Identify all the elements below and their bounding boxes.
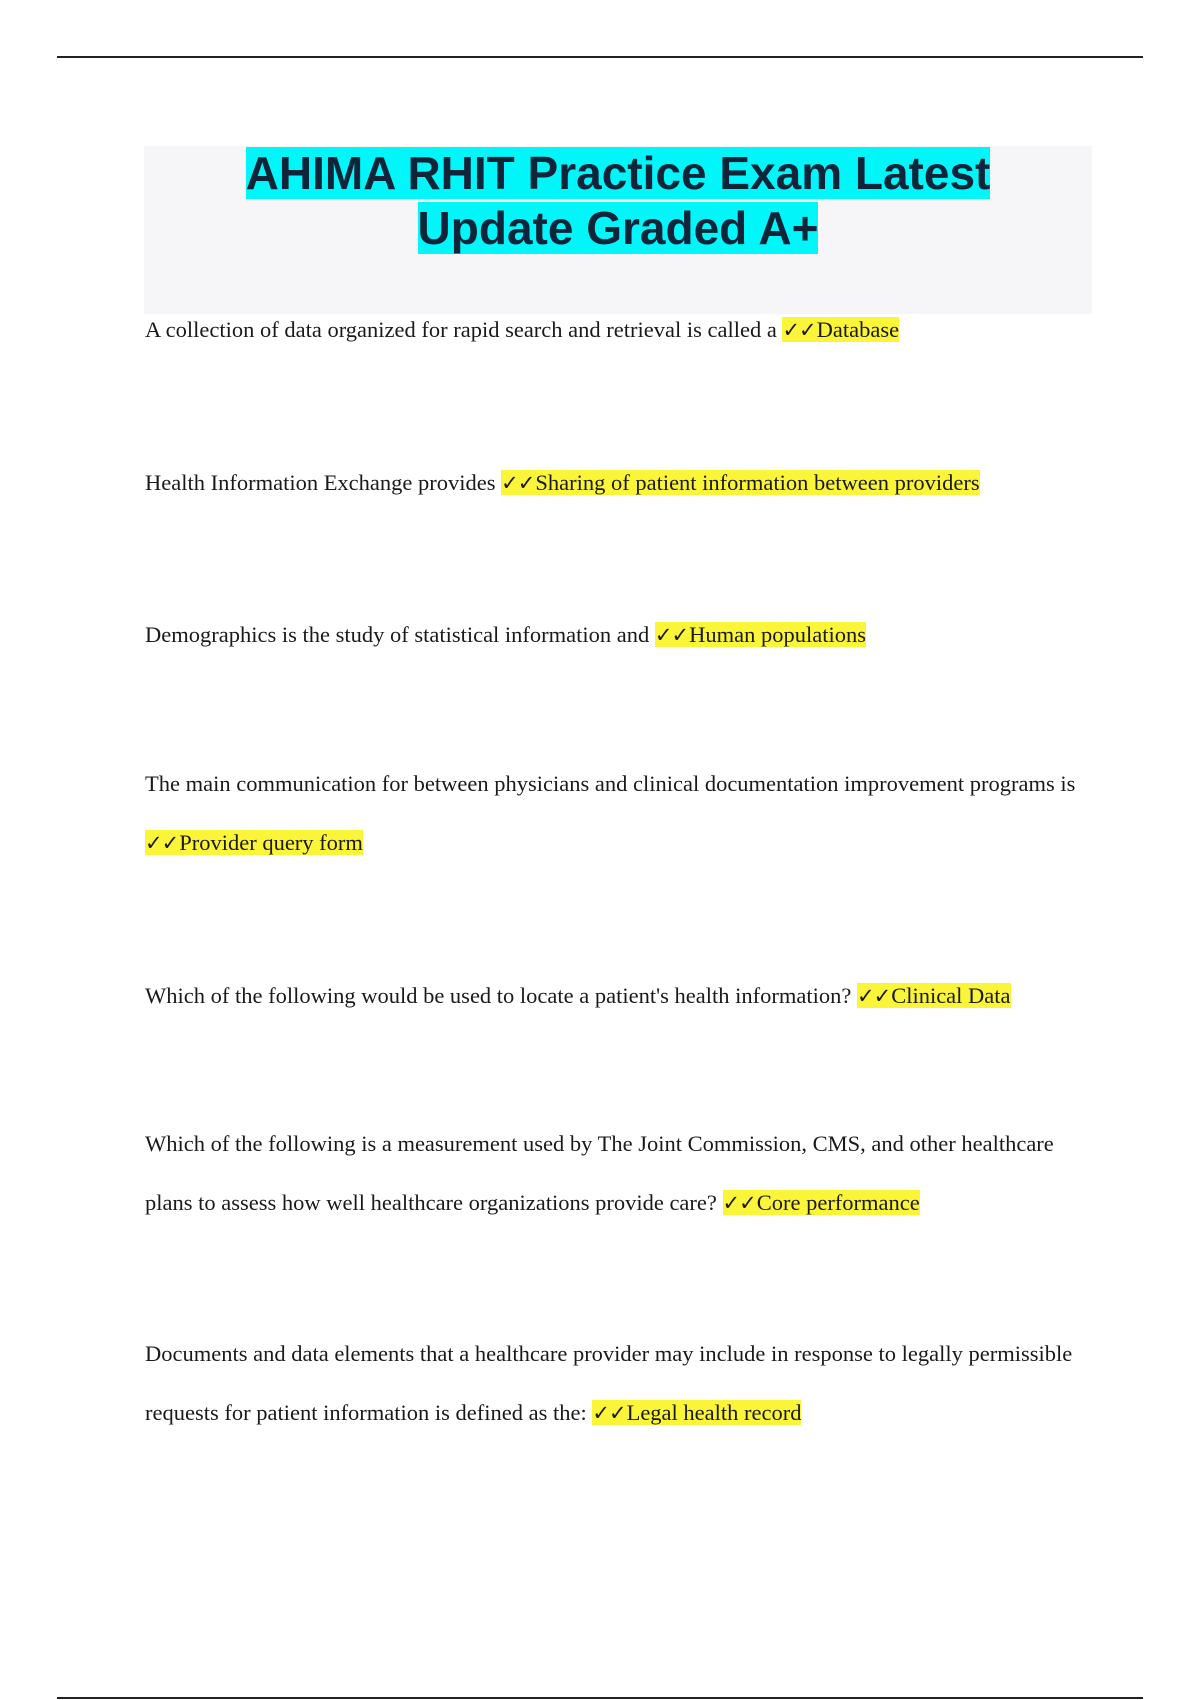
answer-text: Clinical Data [891, 983, 1011, 1008]
question-text: The main communication for between physicians and clinical documentation improvement programs is [145, 771, 1076, 796]
question-text: Documents and data elements that a healthcare provider may include in response to legally permissible requests for patient information is defined as the: [145, 1341, 1073, 1425]
document-title [144, 146, 1092, 256]
qa-item-2 [145, 453, 1095, 513]
checkmark-icon: ✓✓ [654, 623, 689, 647]
qa-item-4 [145, 754, 1095, 873]
answer-text: Core performance [756, 1190, 920, 1215]
answer-text: Sharing of patient information between providers [535, 470, 980, 495]
title-line-2: Update Graded A+ [417, 202, 819, 254]
answer-highlight [857, 983, 1011, 1008]
qa-item-5 [145, 966, 1095, 1026]
checkmark-icon: ✓✓ [722, 1191, 756, 1215]
checkmark-icon: ✓✓ [501, 471, 535, 495]
answer-highlight [782, 317, 899, 342]
question-text: A collection of data organized for rapid search and retrieval is called a [145, 317, 777, 342]
bottom-rule [57, 1697, 1143, 1699]
answer-text: Human populations [689, 622, 866, 647]
checkmark-icon: ✓✓ [856, 984, 891, 1008]
qa-item-1 [145, 300, 1095, 360]
answer-highlight [723, 1190, 920, 1215]
answer-highlight [655, 622, 866, 647]
answer-highlight [501, 470, 979, 495]
answer-text: Database [816, 317, 900, 342]
qa-item-7 [145, 1324, 1095, 1443]
answer-highlight [592, 1400, 801, 1425]
answer-text: Legal health record [626, 1400, 802, 1425]
question-text: Health Information Exchange provides [145, 470, 496, 495]
title-line-1: AHIMA RHIT Practice Exam Latest [245, 147, 991, 199]
answer-text: Provider query form [179, 830, 363, 855]
checkmark-icon: ✓✓ [782, 318, 816, 342]
top-rule [57, 56, 1143, 58]
answer-highlight [145, 830, 363, 855]
question-text: Which of the following would be used to locate a patient's health information? [145, 983, 852, 1008]
qa-item-3 [145, 605, 1095, 665]
question-text: Demographics is the study of statistical information and [145, 622, 650, 647]
checkmark-icon: ✓✓ [592, 1401, 626, 1425]
question-text: Which of the following is a measurement used by The Joint Commission, CMS, and other healthcare plans to assess how well healthcare organizations provide care? [145, 1131, 1054, 1215]
qa-item-6 [145, 1114, 1095, 1233]
checkmark-icon: ✓✓ [145, 831, 179, 855]
